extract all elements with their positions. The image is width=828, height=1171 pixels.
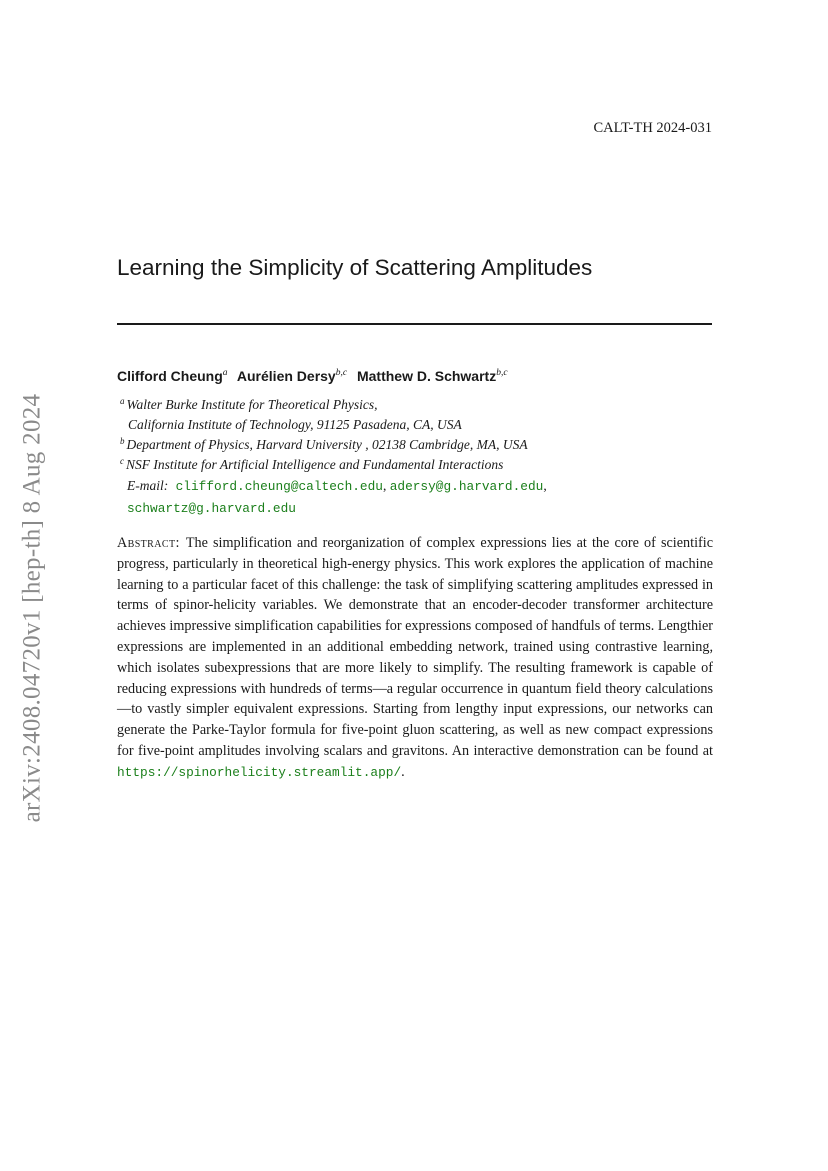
affiliation-b: [120, 435, 720, 455]
abstract-tail: .: [401, 763, 405, 780]
author-name: [357, 368, 508, 384]
paper-title: Learning the Simplicity of Scattering Amplitudes: [117, 255, 593, 280]
affiliation-text: Walter Burke Institute for Theoretical Physics,: [126, 397, 378, 412]
affiliation-mark: b: [120, 436, 125, 446]
author-name: [117, 368, 228, 384]
abstract-label: Abstract:: [117, 535, 180, 551]
affiliation-list: [120, 395, 720, 475]
author-name-text: Clifford Cheung: [117, 368, 223, 384]
email-link-dersy[interactable]: adersy@g.harvard.edu: [389, 479, 544, 494]
title-rule: [117, 323, 712, 325]
email-block: [127, 475, 717, 519]
affiliation-a: [120, 395, 720, 415]
affiliation-a-line2: California Institute of Technology, 91125 Pasadena, CA, USA: [128, 417, 462, 432]
affiliation-c: [120, 455, 720, 475]
affiliation-mark: a: [120, 396, 125, 406]
author-affiliation-mark: b,c: [496, 368, 508, 378]
author-name: [237, 368, 347, 384]
report-number: CALT-TH 2024-031: [593, 120, 712, 136]
email-link-cheung[interactable]: clifford.cheung@caltech.edu: [175, 479, 383, 494]
affiliation-text: NSF Institute for Artificial Intelligence and Fundamental Interactions: [126, 457, 504, 472]
arxiv-identifier: arXiv:2408.04720v1 [hep-th] 8 Aug 2024: [18, 393, 45, 823]
author-name-text: Matthew D. Schwartz: [356, 368, 497, 384]
abstract: [117, 533, 713, 784]
author-affiliation-mark: a: [222, 368, 228, 378]
arxiv-sidebar-stamp: [2, 368, 62, 848]
abstract-body: The simplification and reorganization of complex expressions lies at the core of scientific progress, particularly in theoretical high-energy physics. This work explores the application of machine learning to a particular facet of this challenge: the task of simplifying scattering amplitudes expressed in terms of spinor-helicity variables. We demonstrate that an encoder-decoder transformer architecture achieves impressive simplification capabilities for expressions composed of handfuls of terms. Lengthier expressions are implemented in an additional embedding network, trained using contrastive learning, which isolates subexpressions that are more likely to simplify. The resulting framework is capable of reducing expressions with hundreds of terms—a regular occurrence in quantum field theory calculations—to vastly simpler equivalent expressions. Starting from lengthy input expressions, our networks can generate the Parke-Taylor formula for five-point gluon scattering, as well as new compact expressions for five-point amplitudes involving scalars and gravitons. An interactive demonstration can be found at: [117, 535, 713, 759]
author-affiliation-mark: b,c: [335, 368, 348, 378]
affiliation-text: Department of Physics, Harvard University , 02138 Cambridge, MA, USA: [126, 437, 528, 452]
email-label: E-mail:: [127, 478, 169, 493]
email-separator: ,: [382, 478, 387, 493]
demo-link[interactable]: https://spinorhelicity.streamlit.app/: [117, 764, 402, 780]
author-list: [117, 368, 717, 384]
affiliation-mark: c: [120, 456, 124, 466]
email-link-schwartz[interactable]: schwartz@g.harvard.edu: [127, 501, 296, 516]
email-separator: ,: [543, 478, 547, 493]
author-name-text: Aurélien Dersy: [236, 368, 336, 384]
